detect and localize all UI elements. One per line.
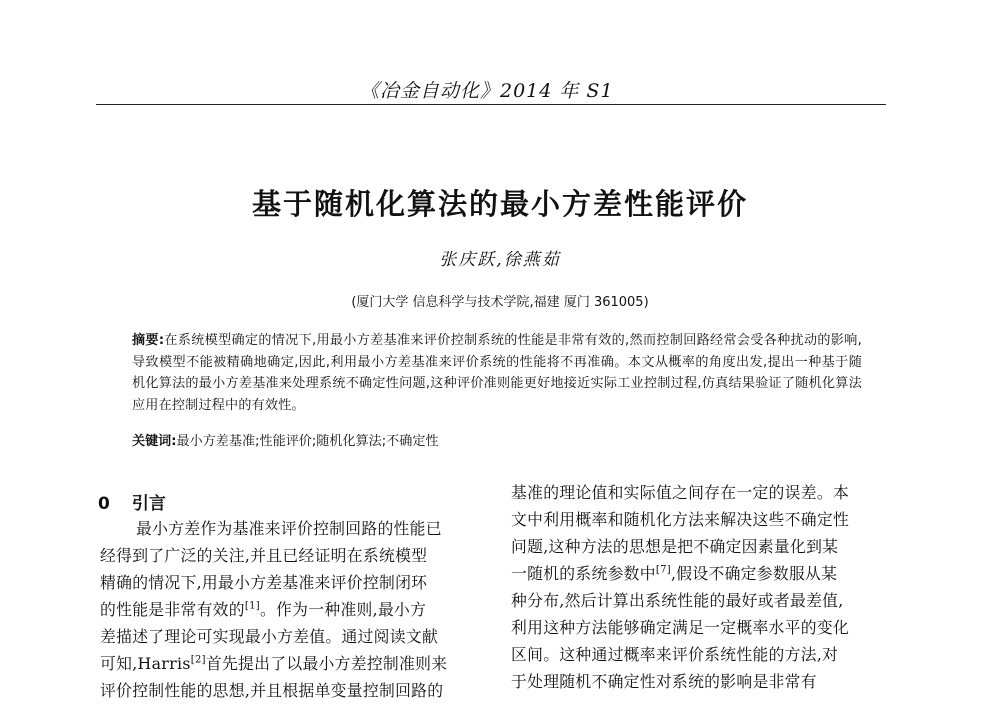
body-line: 一随机的系统参数中[7],假设不确定参数服从某 [511, 564, 838, 583]
abstract-label: 摘要: [132, 333, 165, 348]
abstract [132, 330, 862, 416]
section-number: 0 [98, 494, 110, 514]
left-column [100, 515, 480, 704]
body-line: 文中利用概率和随机化方法来解决这些不确定性 [511, 510, 850, 529]
paper-title: 基于随机化算法的最小方差性能评价 [251, 187, 748, 221]
abstract-text: 在系统模型确定的情况下,用最小方差基准来评价控制系统的性能是非常有效的,然而控制回路经常会受各种扰动的影响,导致模型不能被精确地确定,因此,利用最小方差基准来评价系统的性能将不再准确。本文从概率的角度出发,提出一种基于随机化算法的最小方差基准来处理系统不确定性问题,这种评价准则能更好地接近实际工业控制过程,仿真结果验证了随机化算法应用在控制过程中的有效性。 [132, 333, 862, 413]
body-line: 种分布,然后计算出系统性能的最好或者最差值, [511, 591, 844, 610]
citation-ref: [2] [190, 654, 206, 666]
journal-running-header: 《冶金自动化》2014 年 S1 [360, 80, 614, 102]
body-line: 评价控制性能的思想,并且根据单变量控制回路的 [100, 681, 444, 700]
citation-ref: [1] [244, 600, 260, 612]
right-column [511, 479, 891, 695]
body-line: 问题,这种方法的思想是把不确定因素量化到某 [511, 537, 839, 556]
body-line: 的性能是非常有效的[1]。作为一种准则,最小方 [100, 600, 427, 619]
body-line: 差描述了理论可实现最小方差值。通过阅读文献 [100, 627, 439, 646]
body-line: 利用这种方法能够确定满足一定概率水平的变化 [511, 618, 850, 637]
author-affiliation: (厦门大学 信息科学与技术学院,福建 厦门 361005) [351, 295, 649, 310]
body-line: 区间。这种通过概率来评价系统性能的方法,对 [511, 645, 839, 664]
body-line: 经得到了广泛的关注,并且已经证明在系统模型 [100, 546, 428, 565]
body-line: 可知,Harris[2]首先提出了以最小方差控制准则来 [100, 654, 448, 673]
body-line: 于处理随机不确定性对系统的影响是非常有 [511, 672, 817, 691]
header-rule [96, 104, 886, 105]
body-line: 精确的情况下,用最小方差基准来评价控制闭环 [100, 573, 428, 592]
body-line: 最小方差作为基准来评价控制回路的性能已 [136, 519, 442, 538]
keywords-text: 最小方差基准;性能评价;随机化算法;不确定性 [176, 434, 439, 449]
body-line: 基准的理论值和实际值之间存在一定的误差。本 [511, 483, 850, 502]
citation-ref: [7] [655, 564, 671, 576]
keywords [132, 430, 862, 449]
section-heading [98, 489, 166, 514]
section-title: 引言 [131, 494, 166, 514]
paper-authors: 张庆跃,徐燕茹 [439, 250, 561, 270]
keywords-label: 关键词: [132, 434, 177, 449]
